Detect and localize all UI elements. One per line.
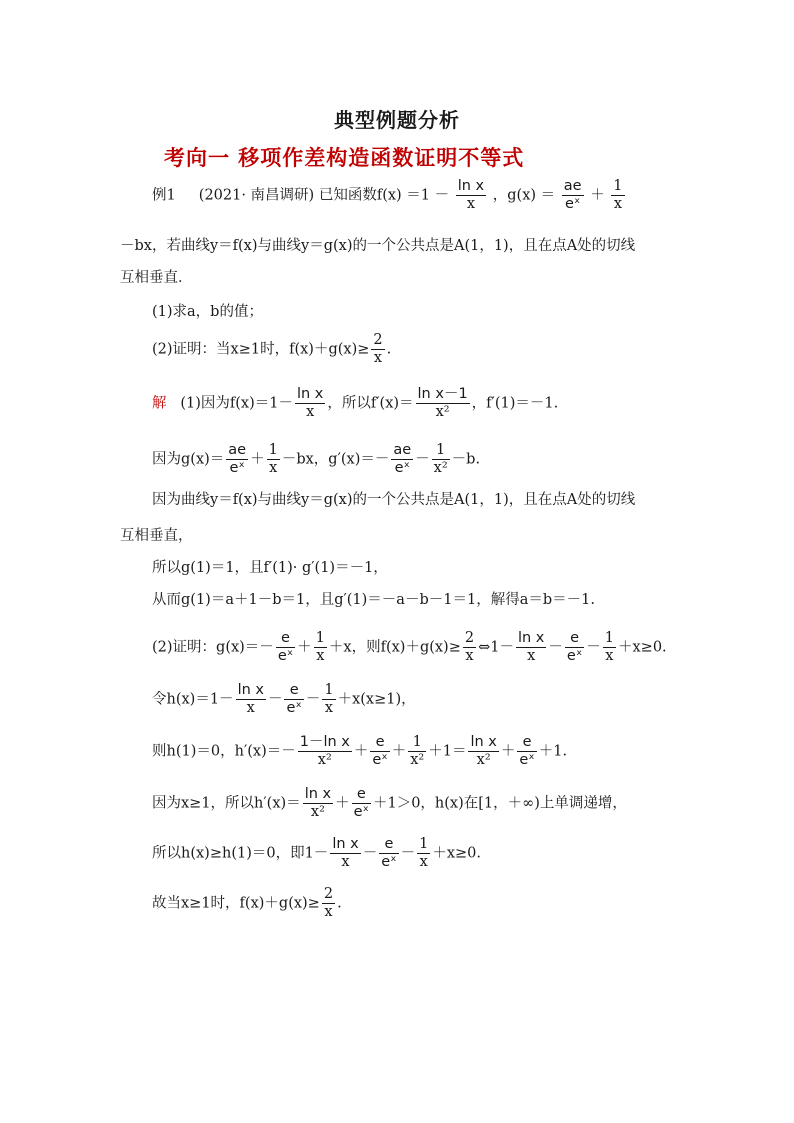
page-title: 典型例题分析 (334, 108, 460, 132)
solution-line-12: 故当x≥1时，f(x)＋g(x)≥ $\frac{2}{x}$ . (152, 886, 342, 920)
solution-line-8: 令h(x)＝1－ $\frac{\text{ln x}}{x}$ － $\frac{e}{\text{eˣ}}$ － $\frac{1}{x}$ ＋x(x≥1)， (152, 682, 416, 716)
example-source: (2021· 南昌调研) 已知函数f(x) ＝1 － (198, 187, 450, 204)
example-line-2: －bx，若曲线y＝f(x)与曲线y＝g(x)的一个公共点是A(1，1)，且在点A处的切线 (120, 238, 636, 254)
solution-line-6: 从而g(1)＝a＋1－b＝1，且g′(1)＝－a－b－1＝1，解得a＝b＝－1. (152, 592, 595, 608)
fraction-ae-over-ex: $\frac{ae}{\text{eˣ}}$ (563, 178, 582, 212)
question-1: (1)求a，b的值； (152, 304, 263, 320)
section-subtitle: 考向一 移项作差构造函数证明不等式 (164, 145, 525, 170)
solution-line-2: 因为g(x)＝ $\frac{ae}{\text{eˣ}}$ ＋ $\frac{1}{x}$ －bx，g′(x)＝－ $\frac{ae}{\text{eˣ}}$ － $\frac{1}{\text{x²}}$ －b. (152, 442, 481, 476)
solution-line-7: (2)证明：g(x)＝－ $\frac{e}{\text{eˣ}}$ ＋ $\frac{1}{x}$ ＋x，则f(x)＋g(x)≥ $\frac{2}{x}$ ⇔1－ $\frac{\text{ln x}}{x}$ － $\frac{e}{\text{eˣ}}$ － $\frac{1}{x}$ ＋x≥0. (152, 630, 667, 664)
solution-line-10: 因为x≥1，所以h′(x)＝ $\frac{\text{ln x}}{\text{x²}}$ ＋ $\frac{e}{\text{eˣ}}$ ＋1＞0，h(x)在[1，＋∞)上单调递增， (152, 786, 627, 820)
solution-line-4: 互相垂直， (120, 528, 193, 544)
fraction-lnx-over-x: $\frac{\text{ln x}}{x}$ (457, 178, 485, 212)
example-line-3: 互相垂直． (120, 270, 193, 286)
solution-line-11: 所以h(x)≥h(1)＝0，即1－ $\frac{\text{ln x}}{x}$ － $\frac{e}{\text{eˣ}}$ － $\frac{1}{x}$ ＋x≥0. (152, 836, 481, 870)
fraction-1-over-x: $\frac{1}{x}$ (613, 178, 623, 212)
solution-line-1: 解 (1)因为f(x)＝1－ $\frac{\text{ln x}}{x}$ ，所以f′(x)＝ $\frac{\text{ln x－1}}{\text{x²}}$ ，f′(1)＝－1. (152, 386, 559, 420)
solution-line-3: 因为曲线y＝f(x)与曲线y＝g(x)的一个公共点是A(1，1)，且在点A处的切线 (152, 492, 636, 508)
solution-label: 解 (152, 395, 167, 412)
example-line-1: 例1 (2021· 南昌调研) 已知函数f(x) ＝1 － $\frac{\text{ln x}}{x}$ ，g(x) ＝ $\frac{ae}{\text{eˣ}}$ ＋ $\frac{1}{x}$ (152, 178, 623, 212)
example-label: 例1 (152, 187, 176, 204)
solution-line-5: 所以g(1)＝1，且f′(1)· g′(1)＝－1， (152, 560, 388, 576)
fraction-2-over-x: $\frac{2}{x}$ (373, 332, 383, 366)
solution-line-9: 则h(1)＝0，h′(x)＝－ $\frac{\text{1－ln x}}{\text{x²}}$ ＋ $\frac{e}{\text{eˣ}}$ ＋ $\frac{1}{\text{x²}}$ ＋1＝ $\frac{\text{ln x}}{\text{x²}}$ ＋ $\frac{e}{\text{eˣ}}$ ＋1. (152, 734, 568, 768)
question-2: (2)证明：当x≥1时，f(x)＋g(x)≥ $\frac{2}{x}$ . (152, 332, 392, 366)
